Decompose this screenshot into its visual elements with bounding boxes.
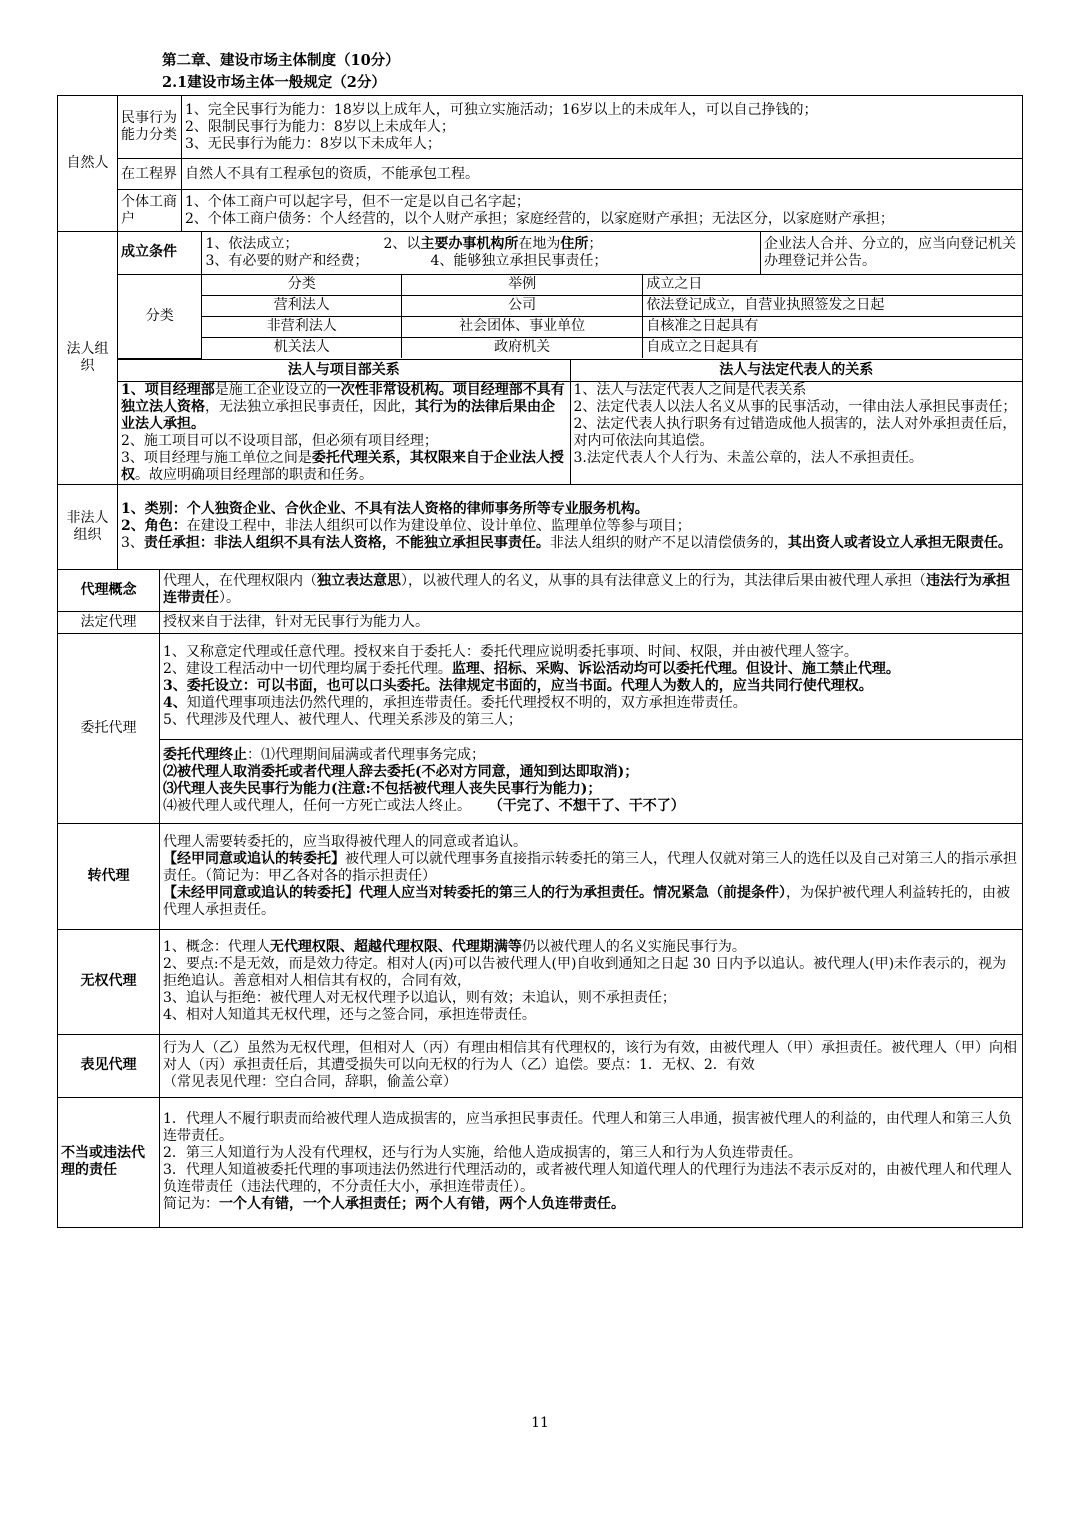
rel-right-2: 2、法定代表人以法人名义从事的民事活动，一律由法人承担民事责任； <box>573 398 1017 415</box>
class-row-2-example: 社会团体、事业单位 <box>401 316 642 337</box>
cond-2-c: 在地为 <box>518 235 561 252</box>
termination-1b: ：⑴代理期间届满或者代理事务完成； <box>247 747 485 763</box>
rel-left-title: 法人与项目部关系 <box>118 359 570 381</box>
termination-4b: （干完了、不想干了、干不了） <box>488 798 685 814</box>
non-legal-3d: 其出资人或者设立人承担无限责任。 <box>787 535 1012 551</box>
legal-person-label: 法人组织 <box>58 232 118 485</box>
rel-left-1c: 一次性非常设机构。项目经理部不具有独立法人资格 <box>121 381 565 415</box>
engineering-text: 自然人不具有工程承包的资质，不能承包工程。 <box>182 159 1023 190</box>
class-row-1-type: 营利法人 <box>202 295 401 316</box>
section-title: 2.1建设市场主体一般规定（2分） <box>162 74 386 91</box>
apparent-2: （常见表见代理：空白合同，辞职，偷盖公章） <box>163 1074 457 1090</box>
improper-1: 1．代理人不履行职责而给被代理人造成损害的，应当承担民事责任。代理人和第三人串通，损害被代理人的利益的，由代理人和第三人负连带责任。 <box>163 1111 1012 1144</box>
non-legal-label: 非法人组织 <box>58 484 118 569</box>
entrusted-5: 5、代理涉及代理人、被代理人、代理关系涉及的第三人； <box>163 711 522 728</box>
cond-2-b: 主要办事机构所 <box>420 235 519 252</box>
sub-agency-2b: 被代理人可以就代理事务直接指示转委托的第三人，代理人仅就对第三人的选任以及自己对第三人的指示承担责任。（简记为：甲乙各对各的指示担责任） <box>163 850 1017 884</box>
cond-4: 4、能够独立承担民事责任； <box>430 252 608 269</box>
unauthorized-label: 无权代理 <box>58 929 160 1034</box>
capacity-cell <box>182 96 1023 159</box>
class-label: 分类 <box>118 274 202 358</box>
agency-concept-label: 代理概念 <box>58 569 160 611</box>
rel-left-body <box>118 381 570 484</box>
agency-concept-d: 违法行为承担连带责任 <box>163 573 1010 606</box>
rel-left-1a: 1、项目经理部 <box>121 381 215 398</box>
class-header-example: 举例 <box>401 274 642 295</box>
improper-label: 不当或违法代理的责任 <box>58 1097 160 1227</box>
entrusted-4a: 4、 <box>163 694 187 711</box>
non-legal-body <box>118 484 1023 569</box>
agency-concept-a: 代理人，在代理权限内（ <box>163 573 317 589</box>
individual-line-1: 1、个体工商户可以起字号，但不一定是以自己名字起； <box>185 193 530 210</box>
apparent-1: 行为人（乙）虽然为无权代理，但相对人（丙）有理由相信其有代理权的，该行为有效，由被代理人（甲）承担责任。被代理人（甲）向相对人（丙）承担责任后，其遭受损失可以向无权的行为人（乙）追偿。要点：1．无权、2．有效 <box>163 1040 1017 1073</box>
capacity-line-1: 1、完全民事行为能力：18岁以上成年人，可独立实施活动；16岁以上的未成年人，可以自己挣钱的； <box>185 101 818 118</box>
sub-agency-label: 转代理 <box>58 823 160 929</box>
rel-left-3a: 3、项目经理与施工单位之间是 <box>121 449 312 466</box>
class-row-1-date: 依法登记成立，自营业执照签发之日起 <box>643 295 1022 316</box>
legal-person-block <box>118 232 1023 485</box>
merger-text: 企业法人合并、分立的，应当向登记机关办理登记并公告。 <box>761 232 1022 274</box>
entrusted-label: 委托代理 <box>58 633 160 823</box>
termination-3: ⑶代理人丧失民事行为能力(注意:不包括被代理人丧失民事行为能力)； <box>163 781 602 797</box>
natural-person-label-text: 自然人 <box>66 155 109 171</box>
entrusted-1: 1、又称意定代理或任意代理。授权来自于委托人：委托代理应说明委托事项、时间、权限，并由被代理人签字。 <box>163 643 858 660</box>
entrusted-2b: 监理、招标、采购、诉讼活动均可以委托代理。但设计、施工禁止代理。 <box>451 660 900 677</box>
improper-4a: 简记为： <box>163 1196 219 1212</box>
class-row-3-example: 政府机关 <box>401 337 642 358</box>
class-row-1-example: 公司 <box>401 295 642 316</box>
rel-right-3: 2、法定代表人执行职务有过错造成他人损害的，法人对外承担责任后，对内可依法向其追偿。 <box>573 415 1017 449</box>
relations-inner <box>118 359 1022 484</box>
improper-2: 2．第三人知道行为人没有代理权，还与行为人实施，给他人造成损害的，第三人和行为人负连带责任。 <box>163 1145 802 1161</box>
class-header-date: 成立之日 <box>643 274 1022 295</box>
entrusted-3: 3、委托设立：可以书面，也可以口头委托。法律规定书面的，应当书面。代理人为数人的，应当共同行使代理权。 <box>163 677 873 694</box>
cond-3: 3、有必要的财产和经费； <box>205 252 369 269</box>
sub-agency-1: 代理人需要转委托的，应当取得被代理人的同意或者追认。 <box>163 833 527 850</box>
establish-label: 成立条件 <box>118 232 202 274</box>
cond-1: 1、依法成立； <box>205 235 299 252</box>
unauthorized-2: 2、要点:不是无效，而是效力待定。相对人(丙)可以告被代理人(甲)自收到通知之日起 30 日内予以追认。被代理人(甲)未作表示的，视为拒绝追认。善意相对人相信其有权的，合同有效， <box>163 956 1007 989</box>
class-row-2-date: 自核准之日起具有 <box>643 316 1022 337</box>
agency-concept-b: 独立表达意思 <box>317 573 401 589</box>
unauthorized-4: 4、相对人知道其无权代理，还与之签合同，承担连带责任。 <box>163 1007 536 1023</box>
rel-left-3c: 。故应明确项目经理部的职责和任务。 <box>135 466 373 483</box>
unauthorized-1c: 仍以被代理人的名义实施民事行为。 <box>521 939 746 955</box>
improper-body <box>160 1097 1023 1227</box>
statutory-text: 授权来自于法律，针对无民事行为能力人。 <box>160 611 1023 633</box>
non-legal-2a: 2、角色： <box>121 518 187 534</box>
unauthorized-body <box>160 929 1023 1034</box>
apparent-body <box>160 1034 1023 1097</box>
rel-right-4: 3.法定代表人个人行为、未盖公章的，法人不承担责任。 <box>573 449 923 466</box>
rel-right-body <box>570 381 1022 484</box>
natural-person-label <box>58 96 118 232</box>
sub-agency-3a: 【未经甲同意或追认的转委托】代理人应当对转委托的第三人的行为承担责任。情况紧急（前提条件） <box>163 884 786 901</box>
termination-1a: 委托代理终止 <box>163 747 247 763</box>
entrusted-4b: 知道代理事项违法仍然代理的，承担连带责任。委托代理授权不明的，双方承担连带责任。 <box>186 694 747 711</box>
chapter-title: 第二章、建设市场主体制度（10分） <box>162 52 400 69</box>
unauthorized-3: 3、追认与拒绝：被代理人对无权代理予以追认，则有效；未追认，则不承担责任； <box>163 990 676 1006</box>
rel-left-2: 2、施工项目可以不设项目部，但必须有项目经理； <box>121 432 438 449</box>
non-legal-1a: 1、类别： <box>121 501 187 517</box>
rel-left-1e: 其行为的法律后果由企业法人承担。 <box>121 398 555 432</box>
cond-2-e: ； <box>588 235 603 252</box>
capacity-line-2: 2、限制民事行为能力：8岁以上未成年人； <box>185 118 455 135</box>
non-legal-3a: 3、 <box>121 535 144 551</box>
sub-agency-3b: ，为保护被代理人利益转托的，由被代理人承担责任。 <box>163 884 1010 918</box>
cond-2-d: 住所 <box>560 235 589 252</box>
main-table <box>57 95 1023 1228</box>
individual-line-2: 2、个体工商户债务：个人经营的，以个人财产承担；家庭经营的，以家庭财产承担；无法区分，以家庭财产承担； <box>185 210 894 227</box>
individual-label: 个体工商户 <box>118 190 182 232</box>
improper-3: 3．代理人知道被委托代理的事项违法仍然进行代理活动的，或者被代理人知道代理人的代理行为违法不表示反对的，由被代理人和代理人负连带责任（违法代理的，不分责任大小，承担连带责任）。 <box>163 1162 1012 1195</box>
class-header-type: 分类 <box>202 274 401 295</box>
statutory-label: 法定代理 <box>58 611 160 633</box>
agency-concept-c: ），以被代理人的名义，从事的具有法律意义上的行为，其法律后果由被代理人承担（ <box>401 573 926 589</box>
non-legal-2b: 在建设工程中，非法人组织可以作为建设单位、设计单位、监理单位等参与项目； <box>186 518 691 534</box>
rel-right-title: 法人与法定代表人的关系 <box>570 359 1022 381</box>
page-number: 11 <box>531 1415 549 1431</box>
apparent-label: 表见代理 <box>58 1034 160 1097</box>
rel-left-1b: 是施工企业设立的 <box>214 381 327 398</box>
unauthorized-1b: 无代理权限、超越代理权限、代理期满等 <box>269 939 522 955</box>
rel-left-3b: 委托代理关系，其权限来自于企业法人授权 <box>121 449 564 483</box>
non-legal-3b: 责任承担：非法人组织不具有法人资格，不能独立承担民事责任。 <box>143 535 550 551</box>
rel-left-1d: ，无法独立承担民事责任，因此， <box>205 398 415 415</box>
engineering-label: 在工程界 <box>118 159 182 190</box>
entrusted-termination <box>160 739 1023 823</box>
improper-4b: 一个人有错，一个人承担责任；两个人有错，两个人负连带责任。 <box>219 1196 625 1212</box>
entrusted-2a: 2、建设工程活动中一切代理均属于委托代理。 <box>163 660 452 677</box>
entrusted-body <box>160 633 1023 739</box>
agency-concept-body <box>160 569 1023 611</box>
cond-2 <box>383 236 602 252</box>
establish-conditions <box>202 232 761 274</box>
class-row-3-type: 机关法人 <box>202 337 401 358</box>
legal-person-inner <box>118 232 1022 359</box>
agency-concept-e: ）。 <box>219 590 240 606</box>
sub-agency-body <box>160 823 1023 929</box>
termination-4a: ⑷被代理人或代理人，任何一方死亡或法人终止。 <box>163 798 471 814</box>
sub-agency-2a: 【经甲同意或追认的转委托】 <box>163 850 345 867</box>
termination-2: ⑵被代理人取消委托或者代理人辞去委托(不必对方同意，通知到达即取消)； <box>163 764 639 780</box>
unauthorized-1a: 1、概念：代理人 <box>163 939 270 955</box>
individual-cell <box>182 190 1023 232</box>
class-row-3-date: 自成立之日起具有 <box>643 337 1022 358</box>
non-legal-1b: 个人独资企业、合伙企业、不具有法人资格的律师事务所等专业服务机构。 <box>186 501 649 517</box>
class-row-2-type: 非营利法人 <box>202 316 401 337</box>
rel-right-1: 1、法人与法定代表人之间是代表关系 <box>573 381 807 398</box>
capacity-line-3: 3、无民事行为能力：8岁以下未成年人； <box>185 135 441 152</box>
non-legal-3c: 非法人组织的财产不足以清偿债务的， <box>549 535 788 551</box>
cond-2-a: 2、以 <box>383 235 421 252</box>
capacity-label: 民事行为能力分类 <box>118 96 182 159</box>
